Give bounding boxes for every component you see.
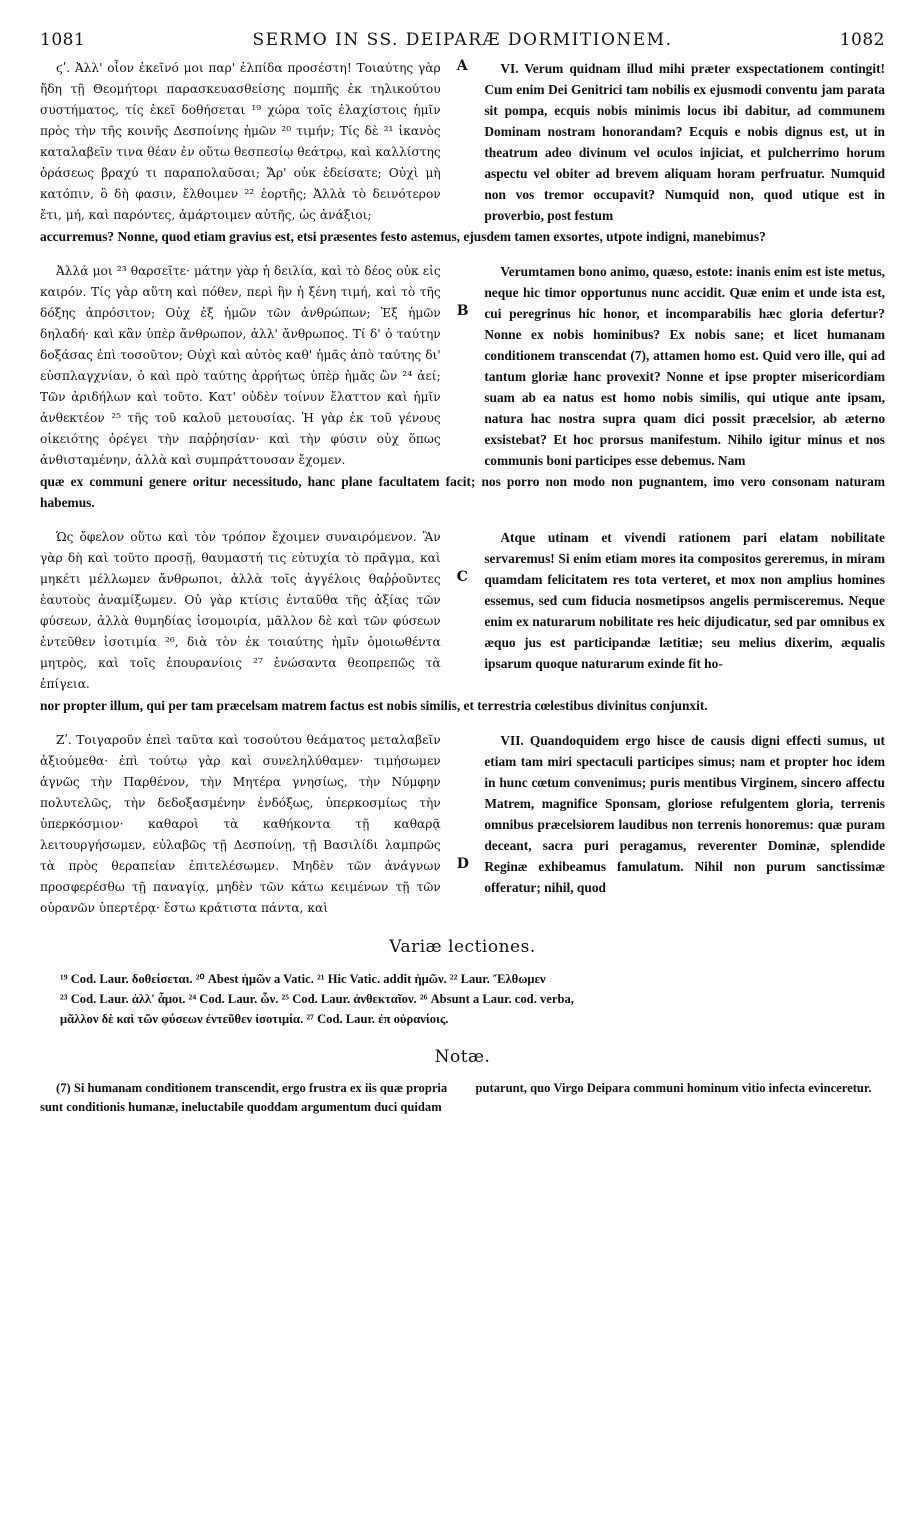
right-page-number: 1082	[839, 30, 885, 50]
variae-heading: Variæ lectiones.	[389, 937, 536, 957]
section-marker: C	[456, 569, 468, 585]
notes	[40, 1079, 885, 1117]
continuation-text: quæ ex communi genere oritur necessitudo, hanc plane facultatem facit; nos porro non modo non pugnantem, imo vero consonam naturam habemus.	[40, 474, 885, 510]
section-a	[40, 58, 885, 226]
latin-column: VII. Quandoquidem ergo hisce de causis digni effecti sumus, ut etiam tam miri spectaculi participes simus; nam et propter hoc idem in hunc cœtum convenimus; puris mentibus Virginem, sincero affectu Matrem, magnifice Sponsam, gloriose refulgentem gloria, terrenis omnibus præcelsiorem laudibus non terrenis honoremus: quæ puram deceant, sacra puri peragamus, reverenter Dominæ, splendide Reginæ exhibeamus famulatum. Nihil non purum sanctissimæ offeratur; nihil, quod	[484, 733, 886, 895]
variant-line: ¹⁹ Cod. Laur. δοθείσεται. ²⁰ Abest ἡμῶν a Vatic. ²¹ Hic Vatic. addit ἡμῶν. ²² Laur. Ἔλθωμεν	[60, 972, 546, 986]
variant-readings	[40, 969, 885, 1029]
variant-line: μᾶλλον δὲ καὶ τῶν φύσεων ἐντεῦθεν ἰσοτιμία. ²⁷ Cod. Laur. ἐπ οὐρανίοις.	[60, 1012, 449, 1026]
continuation-text: nor propter illum, qui per tam præcelsam matrem factus est nobis similis, et terrestria cœlestibus divinitus conjunxit.	[40, 698, 708, 713]
section-b	[40, 261, 885, 471]
greek-column: Ἀλλά μοι ²³ θαρσεῖτε· μάτην γὰρ ἡ δειλία, καὶ τὸ δέος οὐκ εἰς καιρόν. Τίς γὰρ αὕτη καὶ πόθεν, περὶ ἣν ἡ ξένη τιμή, καὶ τὸ τῆς δόξης ἀπρόσιτον; Οὐχ ἐξ ἡμῶν τῶν ἀνθρώπων; Ἐξ ἡμῶν δηλαδή· καὶ κἂν ὑπὲρ ἄνθρωπον, ἀλλ' ἄνθρωπος. Τί δ' ὁ ταύτην δοξάσας ἐπὶ τοσοῦτον; Οὐχὶ καὶ αὐτὸς καθ' ἡμᾶς ἀπὸ ταύτης δι' εὐσπλαγχνίαν, ὁ καὶ πρὸ ταύτης ἀρρήτως ὑπὲρ ἡμᾶς ὢν ²⁴ ἀεί; Τῶν ἀριδήλων καὶ τοῦτο. Κατ' οὐδὲν τοίνυν ἔλαττον καὶ ἡμῖν ἀνθεκτέον ²⁵ τῆς τοῦ καλοῦ μετουσίας. Ἡ γὰρ ἐκ τοῦ γένους οἰκειότης ὀρέγει τὴν παῤῥησίαν· καὶ τὴν φύσιν οὐχ ὅπως ἀνθισταμένην, ἀλλὰ καὶ συμπράττουσαν ἔχομεν.	[40, 264, 441, 467]
greek-column: Ὡς ὄφελον οὕτω καὶ τὸν τρόπον ἔχοιμεν συναιρόμενον. Ἂν γὰρ δὴ καὶ τοῦτο προσῇ, θαυμαστή τις εὐτυχία τὸ πρᾶγμα, καὶ μηκέτι μέλλωμεν ἄνθρωποι, ἀλλὰ τοῖς ἀγγέλοις θαῤῥοῦντες ἑαυτοὺς ἀναμίξωμεν. Οὐ γὰρ κτίσις ἐνταῦθα τῆς ἀξίας τῶν φύσεων, ἀλλὰ θυμηδίας ἰσομοιρία, μᾶλλον δὲ καὶ τῶν φύσεων ἐντεῦθεν ἰσοτιμία ²⁶, διὰ τὸν ἐκ τοιαύτης ἡμῖν ὁμοιωθέντα μητρὸς, καὶ τοῖς ἐπουρανίοις ²⁷ ἑνώσαντα θεοπρεπῶς τὰ ἐπίγεια.	[40, 530, 441, 691]
greek-column: ϛʹ. Ἀλλ' οἷον ἐκεῖνό μοι παρ' ἐλπίδα προσέστη! Τοιαύτης γὰρ ἤδη τῇ Θεομήτορι παρασκευασθείσης πομπῆς ἐκ τηλικούτου συστήματος, τίς ἐκεῖ δοθήσεται ¹⁹ χώρα τοῖς ἐλαχίστοις ἡμῖν πρὸς τὴν τῆς κοινῆς Δεσποίνης ἡμῶν ²⁰ τιμήν; Τίς δὲ ²¹ ἱκανὸς καταλαβεῖν τινα θέαν ἐν οὕτω θεσπεσίῳ θεάτρῳ, καὶ καλλίστης ὁράσεως βραχύ τι παραπολαῦσαι; Ἄρ' οὐκ ἐδείσατε; Οὐχὶ μὴ κατόπιν, ὃ δὴ φασιν, ἔλθοιμεν ²² ἑορτῆς; Ἀλλὰ τὸ δεινότερον ἔτι, μή, καὶ παρόντες, ἁμάρτοιμεν αὐτῆς, ὡς ἀνάξιοι;	[40, 61, 441, 222]
variant-line: ²³ Cod. Laur. ἀλλ' ἆμοι. ²⁴ Cod. Laur. ὧν. ²⁵ Cod. Laur. ἀνθεκταῖον. ²⁶ Absunt a Laur. cod. verba,	[60, 992, 574, 1006]
note-right: putarunt, quo Virgo Deipara communi hominum vitio infecta evinceretur.	[475, 1081, 872, 1095]
greek-column: Ζʹ. Τοιγαροῦν ἐπεὶ ταῦτα καὶ τοσούτου θεάματος μεταλαβεῖν ἀξιούμεθα· ἐπὶ τούτῳ γὰρ καὶ συνεληλύθαμεν· τιμήσωμεν ἁγνῶς τὴν Παρθένον, τὴν Μητέρα γνησίως, τὴν Νύμφην πολυτελῶς, τὴν δεδοξασμένην ἐνδόξως, ὑπερκοσμίως τὴν ὑπερκόσμιον· καθαροὶ τὰ καθήκοντα τῇ καθαρᾷ λειτουργήσωμεν, εὐλαβῶς τῇ Δεσποίνῃ, τῇ Βασιλίδι λαμπρῶς τὰ πρὸς θεραπείαν ἐπιτελέσωμεν. Μηδὲν τῶν ἀνάγνων προσφερέσθω τῇ παναγίᾳ, μηδὲν τῶν κάτω κειμένων τῇ τῶν οὐρανῶν ὑπερτέρᾳ· ἔστω κράτιστα πάντα, καὶ	[40, 733, 441, 915]
section-marker: B	[456, 303, 469, 319]
latin-column: VI. Verum quidnam illud mihi præter exspectationem contingit! Cum enim Dei Genitrici tam nobilis ex ejusmodi conventu jam parata sit pompa, ecquis nobis minimis locus ibi dabitur, ad communem Dominam nostram honorandam? Ecquis e nobis dignus est, ut in theatrum adeo divinum vel oculos injiciat, et pulcherrimo horum aspectu vel obiter ad brevem aliquam horam perfruatur. Numquid non vos tremor occupavit? Numquid non, quod utique est in proverbio, post festum	[484, 61, 886, 223]
running-title: SERMO IN SS. DEIPARÆ DORMITIONEM.	[252, 30, 673, 50]
section-c	[40, 527, 885, 695]
latin-column: Verumtamen bono animo, quæso, estote: inanis enim est iste metus, neque hic timor opportunus nunc accidit. Quæ enim et unde ista est, cui peregrinus hic honor, et incomparabilis hæc gloria defertur? Nonne ex nobis hominibus? Ex nobis sane; et licet humanam conditionem transcendat (7), attamen homo est. Quid vero ille, qui ad tantum gloriæ hanc provexit? Nonne et ipse propter misericordiam suam ab ea natus est homo nobis similis, qui utique ante ipsam, natura hac nostra supra quam dici possit præcelsior, ab æterno exsistebat? Et hoc prorsus manifestum. Nihilo igitur minus et nos communis boni participes esse debemus. Nam	[484, 264, 886, 468]
continuation-text: accurremus? Nonne, quod etiam gravius est, etsi præsentes festo astemus, ejusdem tamen exsortes, utpote indigni, manebimus?	[40, 229, 766, 244]
latin-column: Atque utinam et vivendi rationem pari elatam nobilitate servaremus! Si enim etiam mores ita compositos gereremus, in miram quamdam felicitatem res tota verteret, et mox non amplius homines essemus, sed cum fiducia nosmetipsos angelis permisceremus. Neque enim ex naturarum nobilitate res heic dijudicatur, sed par omnibus ex æquo jus est participandæ lætitiæ; seu melius dixerim, æqualis ipsarum quoque naturarum exinde fit ho-	[484, 530, 886, 671]
page-header	[40, 30, 885, 50]
section-d	[40, 730, 885, 919]
note-left: (7) Si humanam conditionem transcendit, ergo frustra ex iis quæ propria sunt conditionis humanæ, ineluctabile quoddam argumentum duci quidam	[40, 1081, 448, 1114]
left-page-number: 1081	[40, 30, 86, 50]
section-marker: A	[456, 58, 468, 74]
section-marker: D	[456, 856, 469, 872]
notae-heading: Notæ.	[434, 1047, 491, 1067]
